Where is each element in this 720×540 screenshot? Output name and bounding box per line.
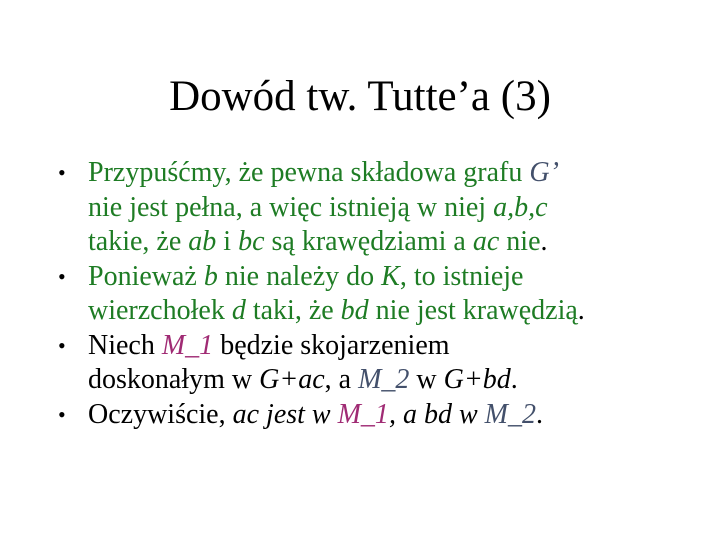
bullet-text: są krawędziami a — [264, 226, 473, 257]
bullet-glyph: • — [58, 332, 66, 358]
math-text: G’ — [529, 157, 559, 188]
bullet-text: wierzchołek — [88, 295, 232, 326]
bullet-text: , a — [324, 364, 359, 395]
bullet-text: nie — [499, 226, 541, 257]
bullet-text: będzie skojarzeniem — [213, 329, 450, 361]
bullet-text: . — [510, 364, 518, 395]
math-text: M_1 — [337, 398, 389, 430]
bullet-text: nie jest pełna, a więc istnieją w niej — [88, 191, 494, 223]
bullet-glyph: • — [58, 263, 66, 289]
math-text: G+bd — [443, 364, 511, 395]
bullet-text: nie należy do — [217, 260, 382, 292]
bullet-line — [88, 294, 696, 329]
math-text: bd — [340, 295, 369, 326]
bullet-text: takie, że — [88, 226, 189, 257]
math-text: ab — [188, 226, 217, 257]
bullet-line — [88, 156, 696, 191]
bullet-list — [56, 156, 696, 432]
bullet-text: Ponieważ — [88, 260, 204, 292]
math-text: M_1 — [161, 329, 214, 361]
bullet-text: w — [409, 364, 444, 395]
bullet-text: Niech — [88, 329, 162, 361]
math-text: K — [381, 260, 400, 292]
math-text: , a bd w — [388, 398, 485, 430]
math-text: M_2 — [358, 364, 410, 395]
math-text: bc — [238, 226, 265, 257]
bullet-item — [56, 156, 696, 260]
slide-title: Dowód tw. Tutte’a (3) — [169, 73, 551, 120]
math-text: b — [203, 260, 218, 292]
bullet-text: . — [540, 226, 548, 257]
bullet-text: . — [577, 295, 585, 326]
bullet-line — [88, 363, 696, 398]
bullet-line — [88, 225, 696, 260]
math-text: M_2 — [484, 398, 536, 430]
bullet-line — [88, 398, 696, 433]
bullet-line — [88, 260, 696, 295]
bullet-text: . — [535, 398, 543, 430]
math-text: ac — [472, 226, 500, 257]
bullet-line — [88, 329, 696, 364]
bullet-text: nie jest krawędzią — [368, 295, 578, 326]
math-text: d — [231, 295, 246, 326]
bullet-text: Oczywiście, — [88, 398, 233, 430]
bullet-text: Przypuśćmy, że pewna składowa grafu — [88, 157, 530, 188]
math-text: a,b,c — [493, 191, 548, 223]
bullet-item — [56, 260, 696, 329]
bullet-text: i — [216, 226, 239, 257]
bullet-text: doskonałym w — [88, 364, 260, 395]
bullet-glyph: • — [58, 401, 66, 427]
bullet-text: taki, że — [245, 295, 341, 326]
bullet-item — [56, 398, 696, 433]
bullet-text: , to istnieje — [399, 260, 524, 292]
bullet-glyph: • — [58, 160, 66, 185]
math-text: G+ac — [259, 364, 325, 395]
math-text: ac jest w — [232, 398, 338, 430]
bullet-line — [88, 191, 696, 226]
bullet-item — [56, 329, 696, 398]
